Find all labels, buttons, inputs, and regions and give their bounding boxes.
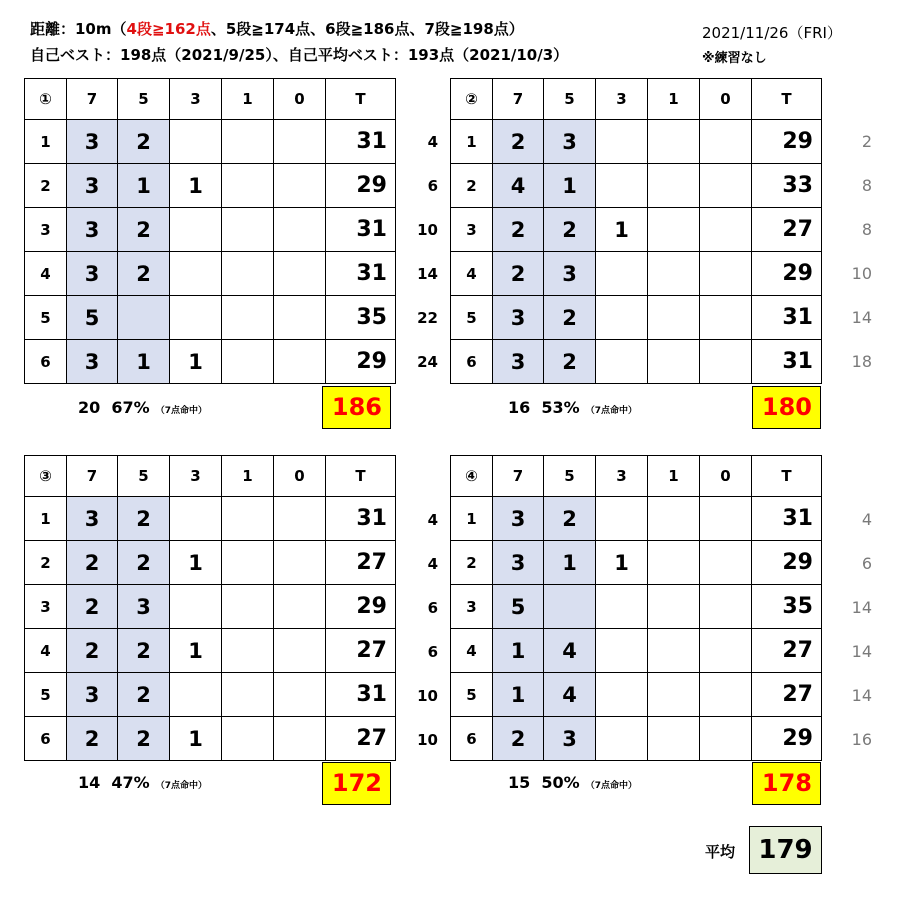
cumulative-right: 10 [851, 264, 872, 283]
count-1 [648, 252, 700, 296]
table-header-row [25, 79, 396, 120]
end-total: 31 [326, 208, 396, 252]
end-number: 4 [451, 629, 493, 673]
end-number: 6 [451, 340, 493, 384]
count-5: 2 [544, 497, 596, 541]
col-7-header: 7 [67, 79, 118, 120]
table-row [25, 208, 396, 252]
count-1 [222, 340, 274, 384]
count-1 [648, 673, 700, 717]
count-7: 2 [67, 585, 118, 629]
col-3-header: 3 [170, 456, 222, 497]
count-1 [648, 340, 700, 384]
col-1-header: 1 [648, 79, 700, 120]
table-row [25, 497, 396, 541]
end-total: 31 [326, 120, 396, 164]
end-total: 31 [326, 497, 396, 541]
count-3 [170, 673, 222, 717]
count-1 [222, 497, 274, 541]
average-label: 平均 [705, 843, 736, 861]
col-0-header: 0 [274, 79, 326, 120]
count-5: 3 [544, 717, 596, 761]
end-number: 5 [25, 673, 67, 717]
count-5: 3 [118, 585, 170, 629]
count-5: 1 [544, 541, 596, 585]
table-row [451, 629, 822, 673]
count-1 [648, 541, 700, 585]
count-3: 1 [170, 164, 222, 208]
count-7: 2 [67, 541, 118, 585]
count-5: 2 [118, 497, 170, 541]
hit-count: 15 [508, 773, 531, 792]
hit-note: （7点命中） [585, 781, 637, 791]
count-0 [274, 120, 326, 164]
count-1 [648, 164, 700, 208]
cumulative-left: 14 [417, 265, 438, 283]
end-number: 5 [451, 673, 493, 717]
cumulative-right: 16 [851, 730, 872, 749]
cumulative-left: 6 [427, 177, 438, 195]
round-table-2 [450, 78, 822, 384]
count-3 [596, 120, 648, 164]
count-5: 2 [118, 252, 170, 296]
count-1 [222, 541, 274, 585]
end-total: 27 [752, 673, 822, 717]
end-total: 31 [752, 497, 822, 541]
end-number: 1 [25, 497, 67, 541]
col-total-header: T [752, 456, 822, 497]
count-0 [700, 252, 752, 296]
count-3 [596, 629, 648, 673]
count-5: 2 [118, 629, 170, 673]
count-3 [596, 497, 648, 541]
count-0 [274, 585, 326, 629]
col-7-header: 7 [67, 456, 118, 497]
end-total: 31 [326, 673, 396, 717]
table-row [451, 541, 822, 585]
count-3: 1 [596, 208, 648, 252]
count-3: 1 [170, 717, 222, 761]
cumulative-right: 6 [861, 554, 872, 573]
end-number: 4 [451, 252, 493, 296]
hit-percent: 47% [111, 773, 150, 792]
table-header-row [25, 456, 396, 497]
table-row [451, 717, 822, 761]
count-1 [222, 164, 274, 208]
round-table-3 [24, 455, 396, 761]
round-table-4 [450, 455, 822, 761]
date-label: 2021/11/26（FRI） [702, 24, 842, 42]
count-5: 4 [544, 629, 596, 673]
count-0 [274, 252, 326, 296]
table-row [451, 673, 822, 717]
grade-4-threshold: 4段≧162点 [126, 20, 211, 38]
col-3-header: 3 [170, 79, 222, 120]
end-number: 5 [25, 296, 67, 340]
count-7: 3 [67, 673, 118, 717]
hit-note: （7点命中） [155, 781, 207, 791]
cumulative-left: 4 [427, 555, 438, 573]
count-7: 3 [493, 340, 544, 384]
count-5: 1 [118, 340, 170, 384]
end-number: 1 [451, 120, 493, 164]
hit-percent: 67% [111, 398, 150, 417]
table-row [451, 164, 822, 208]
count-5: 3 [544, 120, 596, 164]
hit-stats [78, 398, 207, 417]
cumulative-left: 6 [427, 599, 438, 617]
count-7: 3 [67, 497, 118, 541]
end-number: 1 [25, 120, 67, 164]
hit-percent: 50% [541, 773, 580, 792]
count-7: 5 [67, 296, 118, 340]
round-total: 172 [322, 762, 391, 805]
col-0-header: 0 [274, 456, 326, 497]
table-row [25, 629, 396, 673]
col-1-header: 1 [222, 456, 274, 497]
count-0 [274, 629, 326, 673]
count-3 [170, 252, 222, 296]
cumulative-left: 6 [427, 643, 438, 661]
end-number: 3 [25, 208, 67, 252]
table-row [25, 164, 396, 208]
end-total: 33 [752, 164, 822, 208]
cumulative-left: 10 [417, 221, 438, 239]
end-total: 35 [752, 585, 822, 629]
cumulative-right: 14 [851, 598, 872, 617]
count-1 [648, 296, 700, 340]
count-7: 3 [493, 497, 544, 541]
count-3 [596, 585, 648, 629]
count-1 [222, 585, 274, 629]
count-1 [648, 208, 700, 252]
count-7: 5 [493, 585, 544, 629]
col-3-header: 3 [596, 456, 648, 497]
count-5: 4 [544, 673, 596, 717]
end-number: 1 [451, 497, 493, 541]
count-7: 3 [493, 296, 544, 340]
count-0 [700, 164, 752, 208]
end-total: 27 [752, 629, 822, 673]
count-1 [648, 120, 700, 164]
count-5 [118, 296, 170, 340]
count-3 [170, 120, 222, 164]
cumulative-left: 10 [417, 731, 438, 749]
round-number-label: ③ [25, 456, 67, 497]
count-1 [222, 208, 274, 252]
count-0 [700, 629, 752, 673]
count-1 [222, 120, 274, 164]
cumulative-right: 8 [861, 176, 872, 195]
end-number: 3 [451, 208, 493, 252]
table-row [25, 717, 396, 761]
count-7: 3 [67, 340, 118, 384]
count-3 [170, 497, 222, 541]
end-number: 2 [25, 541, 67, 585]
count-5: 2 [544, 208, 596, 252]
count-3 [596, 252, 648, 296]
end-number: 6 [25, 717, 67, 761]
count-3 [596, 340, 648, 384]
count-5: 2 [118, 541, 170, 585]
table-header-row [451, 79, 822, 120]
hit-stats [508, 773, 637, 792]
count-1 [222, 296, 274, 340]
count-0 [700, 673, 752, 717]
col-total-header: T [752, 79, 822, 120]
col-0-header: 0 [700, 79, 752, 120]
end-number: 6 [25, 340, 67, 384]
table-row [451, 340, 822, 384]
cumulative-right: 14 [851, 642, 872, 661]
end-total: 29 [326, 585, 396, 629]
end-total: 35 [326, 296, 396, 340]
end-number: 4 [25, 629, 67, 673]
col-1-header: 1 [222, 79, 274, 120]
practice-note: ※練習なし [702, 51, 767, 66]
table-row [451, 497, 822, 541]
cumulative-right: 14 [851, 308, 872, 327]
round-number-label: ① [25, 79, 67, 120]
count-7: 2 [67, 717, 118, 761]
count-5: 2 [118, 120, 170, 164]
end-total: 31 [326, 252, 396, 296]
count-1 [222, 717, 274, 761]
col-1-header: 1 [648, 456, 700, 497]
cumulative-left: 10 [417, 687, 438, 705]
count-1 [222, 673, 274, 717]
round-total: 180 [752, 386, 821, 429]
count-3: 1 [170, 629, 222, 673]
count-5: 2 [544, 340, 596, 384]
end-total: 27 [326, 541, 396, 585]
count-7: 3 [67, 208, 118, 252]
end-number: 2 [25, 164, 67, 208]
count-0 [274, 296, 326, 340]
col-5-header: 5 [118, 456, 170, 497]
hit-note: （7点命中） [155, 406, 207, 416]
count-7: 2 [493, 717, 544, 761]
col-total-header: T [326, 456, 396, 497]
count-0 [700, 585, 752, 629]
cumulative-left: 4 [427, 133, 438, 151]
count-7: 2 [493, 208, 544, 252]
count-3 [596, 717, 648, 761]
cumulative-left: 4 [427, 511, 438, 529]
col-3-header: 3 [596, 79, 648, 120]
hit-count: 20 [78, 398, 101, 417]
round-table-1 [24, 78, 396, 384]
table-row [451, 585, 822, 629]
end-total: 29 [752, 120, 822, 164]
cumulative-right: 18 [851, 352, 872, 371]
count-3: 1 [170, 340, 222, 384]
count-7: 2 [493, 252, 544, 296]
hit-percent: 53% [541, 398, 580, 417]
count-5: 2 [118, 208, 170, 252]
table-row [451, 296, 822, 340]
count-0 [700, 296, 752, 340]
end-total: 31 [752, 296, 822, 340]
count-7: 3 [493, 541, 544, 585]
count-3 [170, 585, 222, 629]
count-0 [700, 120, 752, 164]
table-row [451, 252, 822, 296]
count-0 [274, 164, 326, 208]
hit-stats [508, 398, 637, 417]
count-5: 2 [118, 673, 170, 717]
end-total: 29 [752, 541, 822, 585]
end-total: 31 [752, 340, 822, 384]
end-total: 27 [326, 629, 396, 673]
count-5: 2 [544, 296, 596, 340]
count-0 [274, 541, 326, 585]
col-5-header: 5 [118, 79, 170, 120]
table-row [451, 120, 822, 164]
count-1 [648, 497, 700, 541]
count-1 [648, 585, 700, 629]
table-row [25, 673, 396, 717]
end-number: 6 [451, 717, 493, 761]
table-row [25, 120, 396, 164]
col-total-header: T [326, 79, 396, 120]
count-5: 1 [118, 164, 170, 208]
table-row [25, 340, 396, 384]
end-number: 5 [451, 296, 493, 340]
table-row [25, 296, 396, 340]
round-number-label: ② [451, 79, 493, 120]
col-7-header: 7 [493, 456, 544, 497]
count-3 [596, 673, 648, 717]
count-1 [648, 629, 700, 673]
end-number: 2 [451, 164, 493, 208]
count-0 [274, 340, 326, 384]
end-total: 29 [326, 340, 396, 384]
count-0 [700, 340, 752, 384]
round-total: 186 [322, 386, 391, 429]
count-0 [700, 208, 752, 252]
count-3: 1 [596, 541, 648, 585]
count-5 [544, 585, 596, 629]
count-3 [596, 164, 648, 208]
count-0 [700, 717, 752, 761]
cumulative-left: 22 [417, 309, 438, 327]
header-line-2: 自己ベスト：198点（2021/9/25）、自己平均ベスト：193点（2021/10/3） [30, 46, 569, 64]
cumulative-right: 4 [861, 510, 872, 529]
count-7: 2 [493, 120, 544, 164]
distance-label: 距離：10m（ [30, 20, 127, 38]
end-total: 27 [752, 208, 822, 252]
count-1 [648, 717, 700, 761]
cumulative-right: 2 [861, 132, 872, 151]
count-3: 1 [170, 541, 222, 585]
end-total: 29 [326, 164, 396, 208]
col-5-header: 5 [544, 456, 596, 497]
end-total: 27 [326, 717, 396, 761]
end-number: 4 [25, 252, 67, 296]
count-7: 3 [67, 164, 118, 208]
count-7: 3 [67, 120, 118, 164]
end-number: 2 [451, 541, 493, 585]
end-number: 3 [451, 585, 493, 629]
count-0 [700, 541, 752, 585]
header-line-1 [30, 18, 524, 39]
count-0 [700, 497, 752, 541]
end-total: 29 [752, 717, 822, 761]
count-1 [222, 629, 274, 673]
table-row [25, 252, 396, 296]
count-7: 4 [493, 164, 544, 208]
cumulative-right: 14 [851, 686, 872, 705]
end-total: 29 [752, 252, 822, 296]
count-0 [274, 208, 326, 252]
table-row [451, 208, 822, 252]
average-value: 179 [749, 826, 822, 874]
end-number: 3 [25, 585, 67, 629]
cumulative-left: 24 [417, 353, 438, 371]
count-7: 3 [67, 252, 118, 296]
col-5-header: 5 [544, 79, 596, 120]
hit-note: （7点命中） [585, 406, 637, 416]
grade-thresholds: 、5段≧174点、6段≧186点、7段≧198点） [210, 20, 524, 38]
round-number-label: ④ [451, 456, 493, 497]
count-7: 2 [67, 629, 118, 673]
count-0 [274, 497, 326, 541]
count-3 [596, 296, 648, 340]
count-1 [222, 252, 274, 296]
hit-count: 16 [508, 398, 531, 417]
round-total: 178 [752, 762, 821, 805]
count-3 [170, 296, 222, 340]
count-7: 1 [493, 673, 544, 717]
col-0-header: 0 [700, 456, 752, 497]
count-5: 3 [544, 252, 596, 296]
count-3 [170, 208, 222, 252]
hit-count: 14 [78, 773, 101, 792]
count-0 [274, 673, 326, 717]
count-7: 1 [493, 629, 544, 673]
count-5: 2 [118, 717, 170, 761]
cumulative-right: 8 [861, 220, 872, 239]
table-row [25, 541, 396, 585]
col-7-header: 7 [493, 79, 544, 120]
hit-stats [78, 773, 207, 792]
table-header-row [451, 456, 822, 497]
count-0 [274, 717, 326, 761]
count-5: 1 [544, 164, 596, 208]
table-row [25, 585, 396, 629]
